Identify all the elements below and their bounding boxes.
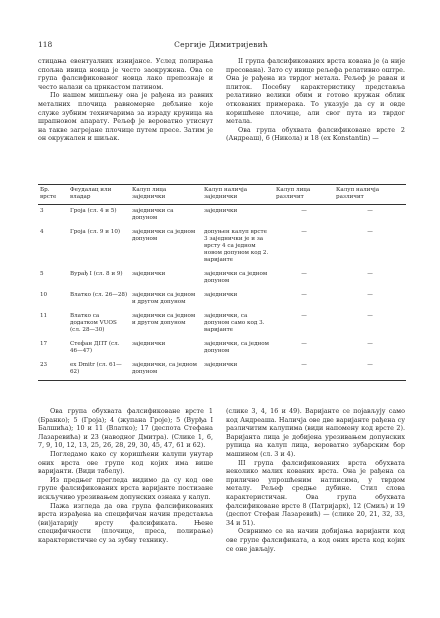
table-row [38, 226, 406, 268]
paragraph: III група фалсификованих врста обухвата неколико малих кованих врста. Она је рађена са прилично упрошћеним натписима, у тврдом металу. Рељеф средње дубине. Стил слова карактеристичан. Ова група обухвата фалсификоване врсте 8 (Патријарх), 12 (Смиљ) и 19 (деспот Стефан Лазаревић) — (слике 20, 21, 32, 33, 34 и 51). [226, 458, 405, 527]
cell-reverse-common: заједнички, са једном допуном [204, 341, 269, 354]
running-title: Сергије Димитријевић [174, 40, 268, 49]
paragraph: Пажа изгледа да ова група фалсификованих врста израђена на специфичан начин представља (ви)јатарију врсту фалсификата. Њене специфичности (плочице, преса, полирање) карактеристичне су за зубну технику. [38, 501, 213, 544]
cell-reverse-common: заједнички [204, 292, 238, 298]
cell-reverse-different: — [367, 362, 373, 368]
table-header [38, 185, 406, 205]
cell-ruler: Влатко са додатком VUOS (сл. 28—30) [70, 313, 117, 333]
table-row [38, 338, 406, 359]
page-number: 118 [38, 40, 53, 49]
cell-ruler: Вурађ I (сл. 8 и 9) [70, 271, 123, 277]
header-cell-ruler: Феудалац или владар [70, 187, 112, 200]
cell-ruler: Влатко (сл. 26—28) [70, 292, 128, 298]
cell-reverse-different: — [367, 229, 373, 235]
cell-obverse-common: заједнички [132, 271, 166, 277]
table-row [38, 289, 406, 310]
cell-ruler: Гроја (сл. 9 и 10) [70, 229, 121, 235]
variants-table [38, 184, 406, 381]
cell-reverse-different: — [367, 208, 373, 214]
cell-reverse-common: заједнички [204, 362, 238, 368]
paragraph: стицања евентуалних изнијансе. Услед полирања спољна ивица новца је често заокружена. Ова се група фалсификованог новца лако препознаје и често налази са црнкастом патином. [38, 57, 213, 91]
cell-obverse-different: — [301, 208, 307, 214]
bottom-right-column [226, 407, 405, 553]
paragraph: Осврнимо се на начин добијања варијанти код ове групе фалсификата, а код оних врста код којих се оне јављају. [226, 527, 405, 553]
cell-reverse-different: — [367, 313, 373, 319]
cell-reverse-common: допуњен калуп врсте 3 заједнички је и за врсту 4 са једном новом допуном код 2. варијанте [204, 229, 269, 263]
header-cell-obverse-different: Калуп лица различит [276, 187, 311, 200]
cell-ruler: Гроја (сл. 4 и 5) [70, 208, 117, 214]
cell-number: 5 [40, 271, 44, 277]
cell-obverse-different: — [301, 313, 307, 319]
cell-obverse-different: — [301, 271, 307, 277]
cell-obverse-different: — [301, 292, 307, 298]
cell-number: 10 [40, 292, 48, 298]
cell-reverse-different: — [367, 341, 373, 347]
cell-obverse-common: заједнички са допуном [132, 208, 174, 221]
cell-ruler: ex Dmitr (сл. 61—62) [70, 362, 122, 375]
cell-obverse-different: — [301, 341, 307, 347]
cell-obverse-common: заједнички, са једном допуном [132, 362, 197, 375]
header-cell-reverse-common: Калуп наличја заједнички [204, 187, 248, 200]
paragraph: II група фалсификованих врста кована је (а није пресована). Зато су ивице рељефа релативно оштре. Она је рађена из тврдог метала. Рељеф је раван и плиток. Посебну карактеристику представља релативно велики обим и готово кружан облик откованих примерака. То указује да су и овде коришћене плочице, али свог пута из тврдог метала. [226, 57, 405, 126]
cell-number: 4 [40, 229, 44, 235]
cell-obverse-common: заједнички са једном допуном [132, 229, 196, 242]
paragraph: По нашем мишљењу она је рађена из равних металних плочица равномерне дебљине које служе зубним техничарима за израду круница на шрапновом апарату. Рељеф је вероватно утиснут на такве загрејане плочице путем пресе. Затим је он окружален и шиљак. [38, 91, 213, 143]
cell-ruler: Стефан ДПТ (сл. 46—47) [70, 341, 120, 354]
cell-reverse-common: заједнички [204, 208, 238, 214]
cell-obverse-common: заједнички [132, 341, 166, 347]
header-cell-reverse-different: Калуп наличја различит [336, 187, 380, 200]
top-right-column [226, 57, 405, 143]
table-row [38, 268, 406, 289]
cell-obverse-common: заједнички са једном и другом допуном [132, 292, 196, 305]
table-row [38, 359, 406, 381]
cell-reverse-different: — [367, 271, 373, 277]
paragraph: (слике 3, 4, 16 и 49). Варијанте се појављују само код Андреаша. Наличја ове две варијанте рађена су различитим калупима (види напомену код врсте 2). Варијанта лица је добијена урезивањем допунских рупица на калуп лица, вероватно зубарским бор машином (сл. 3 и 4). [226, 407, 405, 458]
variants-table-wrapper [38, 184, 406, 381]
table-body [38, 205, 406, 381]
paragraph: Погледамо како су коришћени калупи унутар оних врста ове групе код којих има више варијанти. (Види табелу). [38, 449, 213, 476]
cell-number: 17 [40, 341, 48, 347]
cell-reverse-common: заједнички са једном допуном [204, 271, 268, 284]
paragraph: Из предњег прегледа видимо да су код ове групе фалсификованих врста варијанте постизане искључиво урезивањем допунских ознака у калуп. [38, 475, 213, 501]
cell-number: 11 [40, 313, 48, 319]
cell-reverse-different: — [367, 292, 373, 298]
top-left-column [38, 57, 213, 143]
cell-obverse-different: — [301, 229, 307, 235]
table-header-row [38, 185, 406, 205]
cell-obverse-different: — [301, 362, 307, 368]
header-cell-obverse-common: Калуп лица заједнички [132, 187, 167, 200]
paragraph: Ова група обухвата фалсификоване врсте 2 (Андреаш), 6 (Никола) и 18 (ex Konstantin) — [226, 125, 405, 143]
cell-reverse-common: заједнички, са допуном само код 3. варијанте [204, 313, 265, 333]
paragraph: Ова група обухвата фалсификоване врсте 1 (Бранко); 5 (Гроја); 4 (жупана Гроје); 5 (Вурђа I Балшића); 10 и 11 (Влатко); 17 (деспота Стефана Лазаревића) и 23 (наводног Дмитра). (Слике 1, 6, 7, 9, 10, 12, 13, 25, 26, 28, 29, 30, 45, 47, 61 и 62). [38, 407, 213, 450]
table-row [38, 310, 406, 338]
cell-obverse-common: заједнички са једном и другом допуном [132, 313, 196, 326]
page-header [38, 40, 404, 52]
cell-number: 3 [40, 208, 44, 214]
table-row [38, 205, 406, 227]
header-cell-number: Бр. врсте [40, 187, 57, 200]
bottom-left-column [38, 407, 213, 545]
cell-number: 23 [40, 362, 48, 368]
